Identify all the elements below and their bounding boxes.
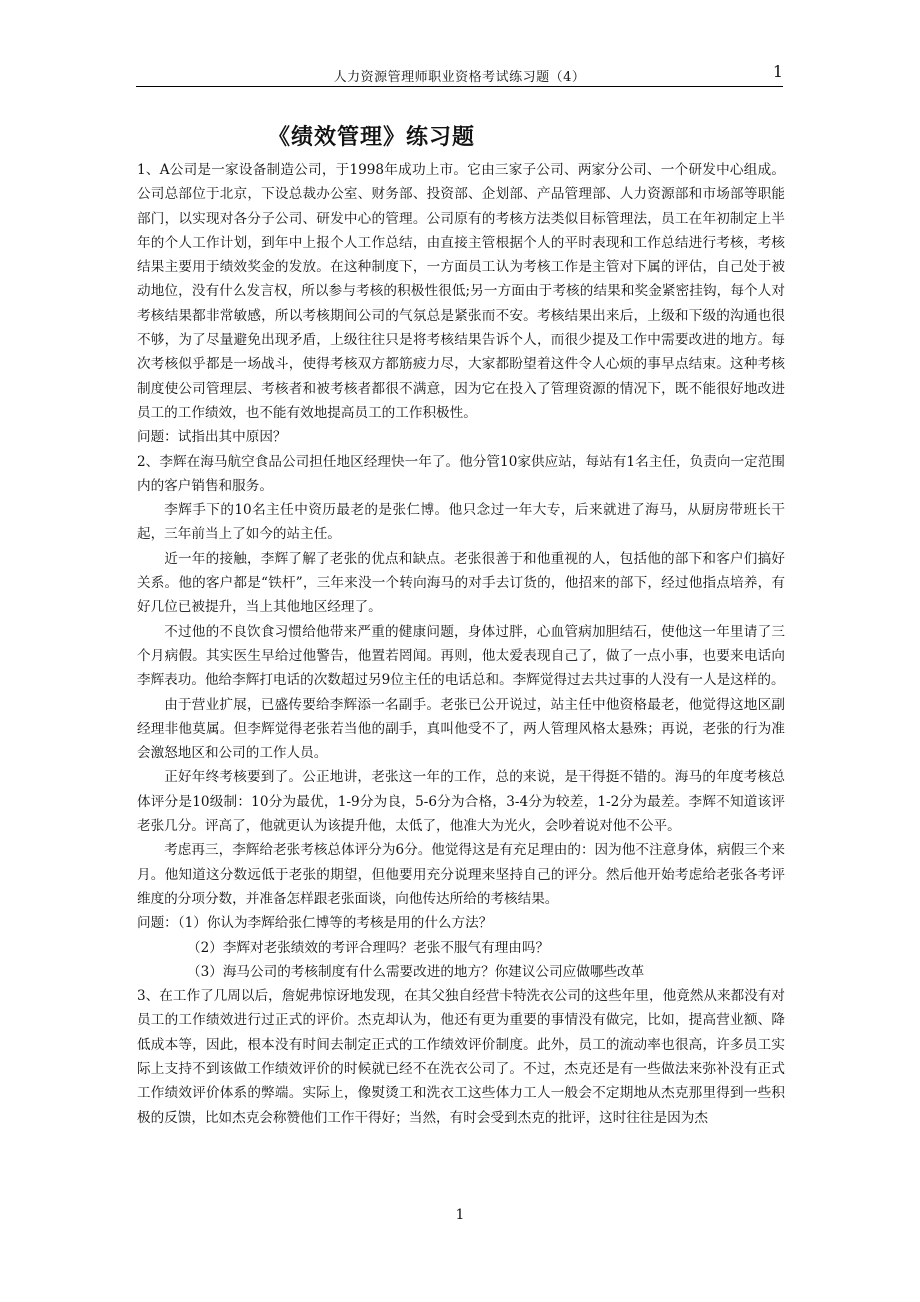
case2-paragraph: 考虑再三，李辉给老张考核总体评分为6分。他觉得这是有充足理由的：因为他不注意身体，病假三个来月。他知道这分数远低于老张的期望，但他要用充分说理来坚持自己的评分。然后他开始考虑给老张各考评维度的分项分数，并准备怎样跟老张面谈，向他传达所给的考核结果。 bbox=[137, 842, 785, 907]
page-footer-number: 1 bbox=[455, 1207, 465, 1223]
case1-question: 问题：试指出其中原因？ bbox=[137, 429, 287, 446]
case2-paragraph: 由于营业扩展，已盛传要给李辉添一名副手。老张已公开说过，站主任中他资格最老，他觉得这地区副经理非他莫属。但李辉觉得老张若当他的副手，真叫他受不了，两人管理风格太悬殊；再说，老张的行为准会激怒地区和公司的工作人员。 bbox=[137, 696, 785, 762]
case2-paragraph: 正好年终考核要到了。公正地讲，老张这一年的工作，总的来说，是干得挺不错的。海马的年度考核总体评分是10级制：10分为最优，1-9分为良，5-6分为合格，3-4分为较差，1-2分为最差。李辉不知道该评老张几分。评高了，他就更认为该提升他，太低了，他准大为光火，会吵着说对他不公平。 bbox=[137, 769, 785, 835]
case1-body: 1、A公司是一家设备制造公司，于1998年成功上市。它由三家子公司、两家分公司、一个研发中心组成。公司总部位于北京，下设总裁办公室、财务部、投资部、企划部、产品管理部、人力资源部和市场部等职能部门，以实现对各分子公司、研发中心的管理。公司原有的考核方法类似目标管理法，员工在年初制定上半年的个人工作计划，到年中上报个人工作总结，由直接主管根据个人的平时表现和工作总结进行考核，考核结果主要用于绩效奖金的发放。在这种制度下，一方面员工认为考核工作是主管对下属的评估，自己处于被动地位，没有什么发言权，所以参与考核的积极性很低;另一方面由于考核的结果和奖金紧密挂钩，每个人对考核结果都非常敏感，所以考核期间公司的气氛总是紧张而不安。考核结果出来后，上级和下级的沟通也很不够，为了尽量避免出现矛盾，上级往往只是将考核结果告诉个人，而很少提及工作中需要改进的地方。每次考核似乎都是一场战斗，使得考核双方都筋疲力尽，大家都盼望着这件令人心烦的事早点结束。这种考核制度使公司管理层、考核者和被考核者都很不满意，因为它在投入了管理资源的情况下，既不能很好地改进员工的工作绩效，也不能有效地提高员工的工作积极性。 bbox=[137, 162, 785, 421]
case2-paragraph: 李辉手下的10名主任中资历最老的是张仁博。他只念过一年大专，后来就进了海马，从厨房带班长干起，三年前当上了如今的站主任。 bbox=[137, 502, 785, 543]
case2-paragraph: 不过他的不良饮食习惯给他带来严重的健康问题，身体过胖，心血管病加胆结石，使他这一年里请了三个月病假。其实医生早给过他警告，他置若罔闻。再则，他太爱表现自己了，做了一点小事，也要来电话向李辉表功。他给李辉打电话的次数超过另9位主任的电话总和。李辉觉得过去共过事的人没有一人是这样的。 bbox=[137, 623, 785, 689]
case2-question-3: （3）海马公司的考核制度有什么需要改进的地方？你建议公司应做哪些改革 bbox=[187, 963, 645, 980]
page-header bbox=[136, 64, 783, 88]
case2-paragraph: 近一年的接触，李辉了解了老张的优点和缺点。老张很善于和他重视的人，包括他的部下和客户们搞好关系。他的客户都是“铁杆”，三年来没一个转向海马的对手去订货的，他招来的部下，经过他指点培养，有好几位已被提升，当上其他地区经理了。 bbox=[137, 550, 785, 616]
header-page-number: 1 bbox=[772, 62, 783, 81]
case2-intro: 2、李辉在海马航空食品公司担任地区经理快一年了。他分管10家供应站，每站有1名主任，负责向一定范围内的客户销售和服务。 bbox=[137, 453, 785, 494]
header-title: 人力资源管理师职业资格考试练习题（4） bbox=[333, 70, 586, 85]
case2-question-2: （2）李辉对老张绩效的考评合理吗？老张不服气有理由吗？ bbox=[187, 939, 550, 956]
case3-body: 3、在工作了几周以后，詹妮弗惊讶地发现，在其父独自经营卡特洗衣公司的这些年里，他竟然从来都没有对员工的工作绩效进行过正式的评价。杰克却认为，他还有更为重要的事情没有做完，比如，提高营业额、降低成本等，因此，根本没有时间去制定正式的工作绩效评价制度。此外，员工的流动率也很高，许多员工实际上支持不到该做工作绩效评价的时候就已经不在洗衣公司了。不过，杰克还是有一些做法来弥补没有正式工作绩效评价体系的弊端。实际上，像熨烫工和洗衣工这些体力工人一般会不定期地从杰克那里得到一些积极的反馈，比如杰克会称赞他们工作干得好；当然，有时会受到杰克的批评，这时往往是因为杰 bbox=[137, 988, 785, 1126]
document-body bbox=[137, 158, 785, 1130]
header-rule bbox=[136, 86, 783, 87]
case2-question-1: 问题：（1）你认为李辉给张仁博等的考核是用的什么方法？ bbox=[137, 915, 493, 932]
document-title: 《绩效管理》练习题 bbox=[268, 125, 476, 150]
